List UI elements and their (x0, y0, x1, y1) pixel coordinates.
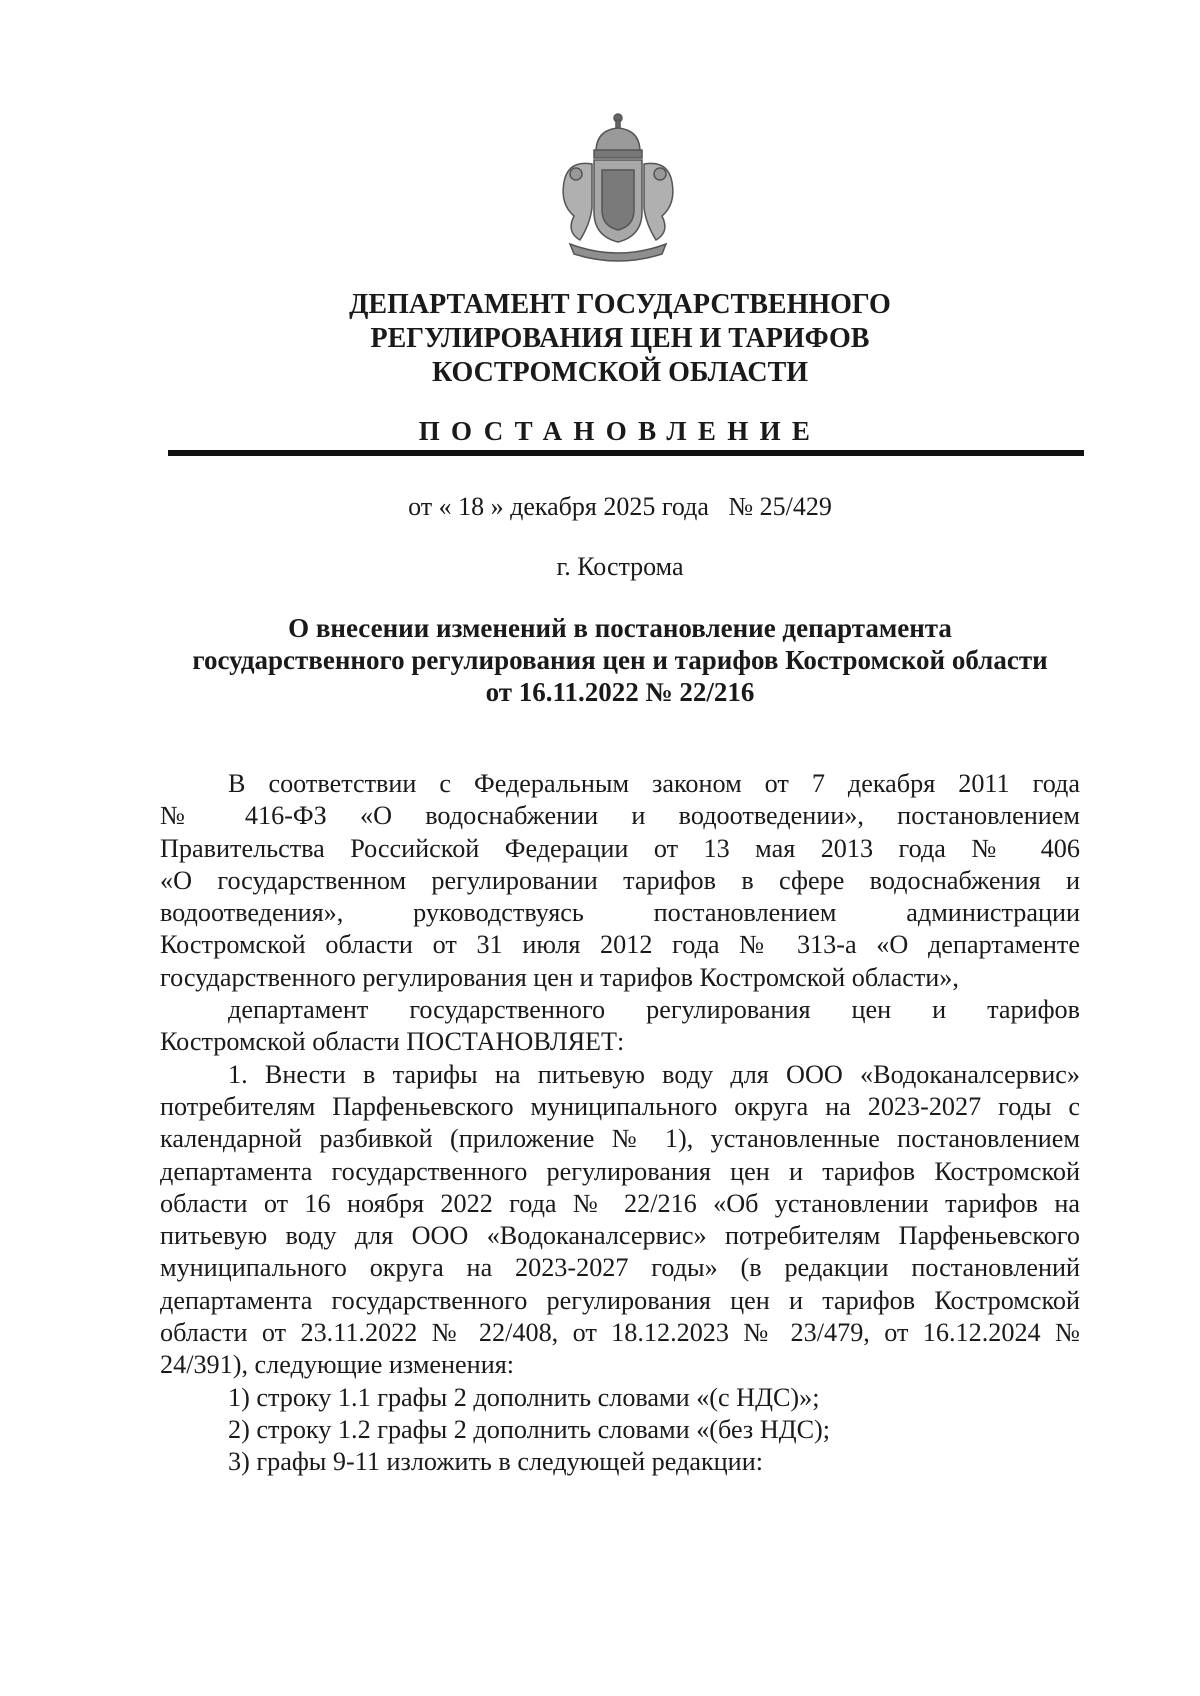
body-line: № 416-ФЗ «О водоснабжении и водоотведении», постановлением (160, 801, 1080, 831)
header-divider (168, 450, 1084, 456)
body-line: питьевую воду для ООО «Водоканалсервис» потребителям Парфеньевского (160, 1221, 1080, 1251)
document-date-number: от « 18 » декабря 2025 года № 25/429 (408, 492, 832, 521)
document-city: г. Кострома (556, 552, 684, 581)
body-line: 24/391), следующие изменения: (160, 1350, 515, 1380)
document-title-line: от 16.11.2022 № 22/216 (485, 677, 755, 707)
coat-of-arms-emblem (550, 112, 686, 262)
organization-name-line: ДЕПАРТАМЕНТ ГОСУДАРСТВЕННОГО (349, 289, 891, 320)
body-line: муниципального округа на 2023-2027 годы» (в редакции постановлений (160, 1253, 1080, 1283)
document-type-heading: ПОСТАНОВЛЕНИЕ (418, 416, 822, 446)
organization-name-line: КОСТРОМСКОЙ ОБЛАСТИ (431, 357, 809, 388)
body-line: департамента государственного регулирования цен и тарифов Костромской (160, 1156, 1080, 1186)
body-line: Костромской области от 31 июля 2012 года № 313-а «О департаменте (160, 930, 1080, 960)
document-title-line: государственного регулирования цен и тарифов Костромской области (192, 645, 1048, 675)
document-title-line: О внесении изменений в постановление департамента (288, 613, 952, 643)
body-line: Костромской области ПОСТАНОВЛЯЕТ: (160, 1027, 625, 1057)
amendment-item: 2) строку 1.2 графы 2 дополнить словами «(без НДС); (228, 1414, 831, 1444)
body-line: В соответствии с Федеральным законом от 7 декабря 2011 года (228, 769, 1080, 798)
body-line: 1. Внести в тарифы на питьевую воду для ООО «Водоканалсервис» (228, 1059, 1080, 1089)
body-line: водоотведения», руководствуясь постановлением администрации (160, 898, 1080, 928)
body-line: Правительства Российской Федерации от 13 мая 2013 года № 406 (160, 833, 1080, 863)
organization-name (160, 288, 1080, 390)
amendment-item: 3) графы 9-11 изложить в следующей редакции: (228, 1447, 763, 1477)
body-line: календарной разбивкой (приложение № 1), установленные постановлением (160, 1124, 1080, 1154)
body-line: государственного регулирования цен и тарифов Костромской области», (160, 962, 959, 992)
organization-name-line: РЕГУЛИРОВАНИЯ ЦЕН И ТАРИФОВ (370, 323, 870, 354)
body-line: департамента государственного регулирования цен и тарифов Костромской (160, 1285, 1080, 1315)
amendment-item: 1) строку 1.1 графы 2 дополнить словами «(с НДС)»; (228, 1382, 820, 1412)
body-line: «О государственном регулировании тарифов в сфере водоснабжения и (160, 865, 1080, 895)
body-line: департамент государственного регулирования цен и тарифов (228, 995, 1080, 1025)
body-line: области от 16 ноября 2022 года № 22/216 «Об установлении тарифов на (160, 1188, 1080, 1218)
document-title (150, 612, 1090, 708)
document-body (160, 768, 1080, 1479)
body-line: области от 23.11.2022 № 22/408, от 18.12.2023 № 23/479, от 16.12.2024 № (160, 1318, 1080, 1348)
body-line: потребителям Парфеньевского муниципального округа на 2023-2027 годы с (160, 1091, 1080, 1121)
